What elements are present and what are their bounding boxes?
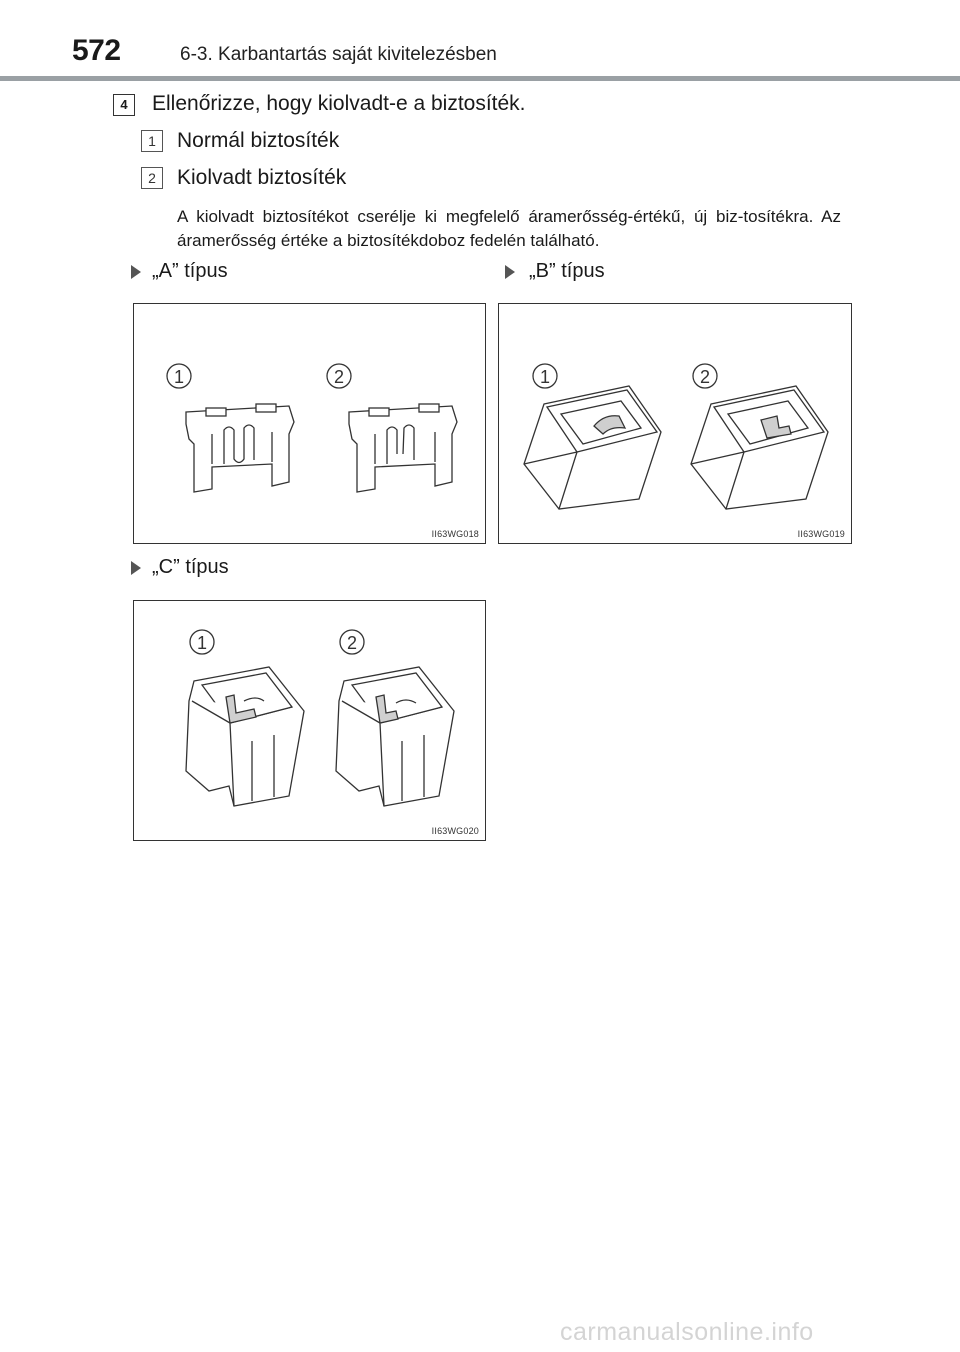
step-number-badge: 4 — [113, 94, 135, 116]
figure-code: II63WG018 — [431, 529, 479, 539]
watermark: carmanualsonline.info — [560, 1318, 814, 1346]
figure-code: II63WG019 — [797, 529, 845, 539]
callout-1: 1 — [173, 367, 185, 387]
callout-2: 2 — [699, 367, 711, 387]
item-number-1: 1 — [141, 130, 163, 152]
type-b-figure — [498, 303, 852, 544]
type-c-figure — [133, 600, 486, 841]
figure-code: II63WG020 — [431, 826, 479, 836]
type-c-label: „C” típus — [152, 556, 229, 578]
callout-1: 1 — [539, 367, 551, 387]
bullet-triangle-icon — [131, 265, 141, 279]
type-b-label: „B” típus — [529, 260, 605, 282]
callout-2: 2 — [346, 633, 358, 653]
item-normal-fuse: Normál biztosíték — [177, 129, 340, 152]
callout-1: 1 — [196, 633, 208, 653]
step-instruction: Ellenőrizze, hogy kiolvadt-e a biztosíték. — [152, 92, 526, 115]
type-c-fuse-illustration — [134, 601, 487, 842]
replacement-note: A kiolvadt biztosítékot cserélje ki megfelelő áramerősség-értékű, új biz-tosítékra. Az áramerősség értéke a biztosítékdoboz fedelén található. — [177, 207, 841, 250]
bullet-triangle-icon — [505, 265, 515, 279]
type-a-label: „A” típus — [152, 260, 228, 282]
type-a-fuse-illustration — [134, 304, 487, 545]
callout-2: 2 — [333, 367, 345, 387]
item-number-2: 2 — [141, 167, 163, 189]
item-blown-fuse: Kiolvadt biztosíték — [177, 166, 347, 189]
page-number: 572 — [72, 34, 121, 67]
section-title: 6-3. Karbantartás saját kivitelezésben — [180, 44, 497, 65]
type-b-fuse-illustration — [499, 304, 853, 545]
header-divider — [0, 76, 960, 81]
type-a-figure — [133, 303, 486, 544]
bullet-triangle-icon — [131, 561, 141, 575]
